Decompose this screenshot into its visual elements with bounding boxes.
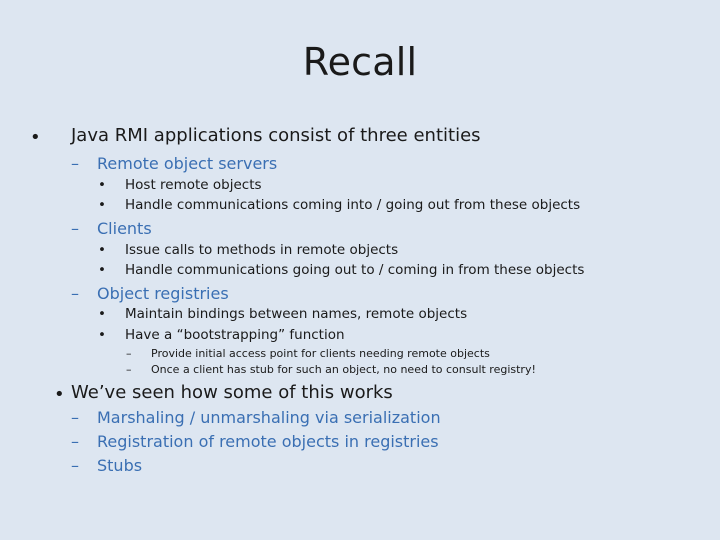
point-bootstrapping: Have a “bootstrapping” function — [125, 327, 345, 343]
dash-marker: – — [71, 456, 79, 475]
sub-item-clients: Clients — [97, 219, 152, 238]
point-host-remote-objects: Host remote objects — [125, 177, 262, 193]
dash-marker: – — [71, 432, 79, 451]
dash-marker: – — [71, 408, 79, 427]
sub-item-stubs: Stubs — [97, 456, 143, 475]
sub-item-marshaling: Marshaling / unmarshaling via serialization — [97, 408, 441, 427]
bullet-item-2: We’ve seen how some of this works — [71, 382, 393, 403]
bullet-marker: • — [98, 306, 106, 322]
point-handle-communications-server: Handle communications coming into / going out from these objects — [125, 197, 581, 213]
bullet-marker: • — [98, 262, 106, 278]
bullet-item-1: Java RMI applications consist of three entities — [71, 125, 481, 146]
dash-marker: – — [126, 363, 132, 376]
bullet-marker: • — [30, 127, 41, 148]
point-maintain-bindings: Maintain bindings between names, remote objects — [125, 306, 468, 322]
bullet-marker: • — [98, 242, 106, 258]
sub-item-remote-object-servers: Remote object servers — [97, 154, 278, 173]
bullet-marker: • — [98, 197, 106, 213]
point-handle-communications-client: Handle communications going out to / coming in from these objects — [125, 262, 585, 278]
sub-item-object-registries: Object registries — [97, 284, 229, 303]
bullet-marker: • — [54, 384, 65, 405]
bullet-marker: • — [98, 177, 106, 193]
detail-initial-access-point: Provide initial access point for clients needing remote objects — [151, 347, 490, 360]
sub-item-registration: Registration of remote objects in registries — [97, 432, 439, 451]
point-issue-calls: Issue calls to methods in remote objects — [125, 242, 399, 258]
detail-no-need-registry: Once a client has stub for such an object, no need to consult registry! — [151, 363, 536, 376]
dash-marker: – — [71, 219, 79, 238]
dash-marker: – — [71, 284, 79, 303]
dash-marker: – — [71, 154, 79, 173]
slide-title: Recall — [302, 40, 418, 84]
dash-marker: – — [126, 347, 132, 360]
bullet-marker: • — [98, 327, 106, 343]
